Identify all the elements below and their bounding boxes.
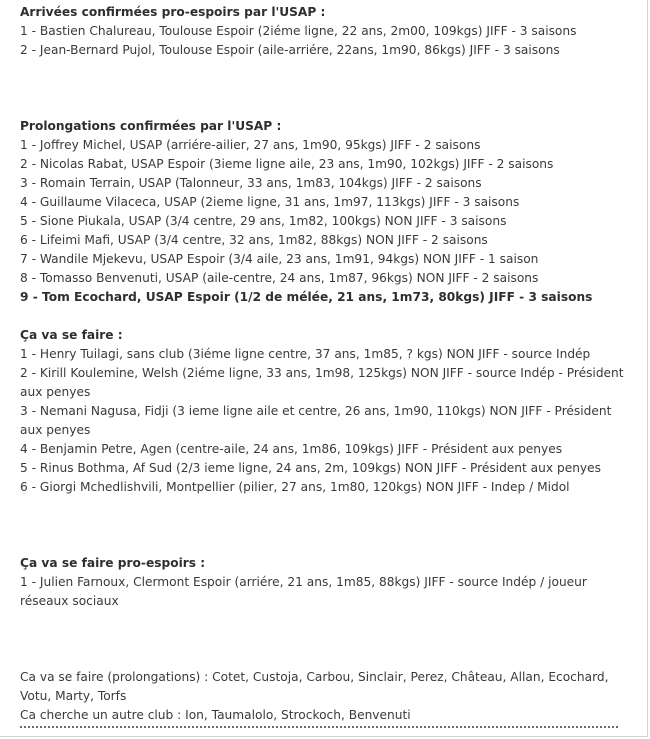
extensions-section <box>20 117 630 307</box>
notes-line: Ca cherche un autre club : Ion, Taumalolo, Strockoch, Benvenuti <box>20 708 411 722</box>
dotted-divider <box>20 726 618 728</box>
list-item: 1 - Bastien Chalureau, Toulouse Espoir (2iéme ligne, 22 ans, 2m00, 109kgs) JIFF - 3 saisons <box>20 24 577 38</box>
spacer <box>20 60 630 117</box>
list-item: 1 - Julien Farnoux, Clermont Espoir (arriére, 21 ans, 1m85, 88kgs) JIFF - source Indép / joueur réseaux sociaux <box>20 575 587 608</box>
list-item: 3 - Romain Terrain, USAP (Talonneur, 33 ans, 1m83, 104kgs) JIFF - 2 saisons <box>20 176 482 190</box>
list-item: 1 - Joffrey Michel, USAP (arriére-ailier, 27 ans, 1m90, 95kgs) JIFF - 2 saisons <box>20 138 481 152</box>
list-item: 6 - Giorgi Mchedlishvili, Montpellier (pilier, 27 ans, 1m80, 120kgs) NON JIFF - Indep / Midol <box>20 480 570 494</box>
list-item: 1 - Henry Tuilagi, sans club (3iéme ligne centre, 37 ans, 1m85, ? kgs) NON JIFF - source Indép <box>20 347 591 361</box>
forum-post-body <box>20 3 630 728</box>
spacer <box>20 611 630 668</box>
list-item: 5 - Rinus Bothma, Af Sud (2/3 ieme ligne, 24 ans, 2m, 109kgs) NON JIFF - Président aux penyes <box>20 461 601 475</box>
arrivals-section <box>20 3 630 60</box>
notes-section <box>20 668 630 725</box>
rumors-espoirs-section <box>20 554 630 611</box>
list-item: 5 - Sione Piukala, USAP (3/4 centre, 29 ans, 1m82, 100kgs) NON JIFF - 3 saisons <box>20 214 507 228</box>
list-item-highlighted: 9 - Tom Ecochard, USAP Espoir (1/2 de mélée, 21 ans, 1m73, 80kgs) JIFF - 3 saisons <box>20 290 593 304</box>
spacer <box>20 497 630 554</box>
list-item: 6 - Lifeimi Mafi, USAP (3/4 centre, 32 ans, 1m82, 88kgs) NON JIFF - 2 saisons <box>20 233 488 247</box>
rumors-section <box>20 326 630 497</box>
notes-line: Ca va se faire (prolongations) : Cotet, Custoja, Carbou, Sinclair, Perez, Château, Allan, Ecochard, Votu, Marty, Torfs <box>20 670 609 703</box>
rumors-heading: Ça va se faire : <box>20 328 123 342</box>
spacer <box>20 307 630 326</box>
list-item: 3 - Nemani Nagusa, Fidji (3 ieme ligne aile et centre, 26 ans, 1m90, 110kgs) NON JIFF - Président aux penyes <box>20 404 612 437</box>
arrivals-heading: Arrivées confirmées pro-espoirs par l'USAP : <box>20 5 326 19</box>
extensions-heading: Prolongations confirmées par l'USAP : <box>20 119 282 133</box>
list-item: 4 - Benjamin Petre, Agen (centre-aile, 24 ans, 1m86, 109kgs) JIFF - Président aux penyes <box>20 442 563 456</box>
list-item: 2 - Nicolas Rabat, USAP Espoir (3ieme ligne aile, 23 ans, 1m90, 102kgs) JIFF - 2 saisons <box>20 157 554 171</box>
list-item: 4 - Guillaume Vilaceca, USAP (2ieme ligne, 31 ans, 1m97, 113kgs) JIFF - 3 saisons <box>20 195 520 209</box>
list-item: 2 - Jean-Bernard Pujol, Toulouse Espoir (aile-arriére, 22ans, 1m90, 86kgs) JIFF - 3 saisons <box>20 43 560 57</box>
rumors-espoirs-heading: Ça va se faire pro-espoirs : <box>20 556 206 570</box>
list-item: 2 - Kirill Koulemine, Welsh (2iéme ligne, 33 ans, 1m98, 125kgs) NON JIFF - source Indép - Président aux penyes <box>20 366 624 399</box>
list-item: 7 - Wandile Mjekevu, USAP Espoir (3/4 aile, 23 ans, 1m91, 94kgs) NON JIFF - 1 saison <box>20 252 539 266</box>
list-item: 8 - Tomasso Benvenuti, USAP (aile-centre, 24 ans, 1m87, 96kgs) NON JIFF - 2 saisons <box>20 271 539 285</box>
